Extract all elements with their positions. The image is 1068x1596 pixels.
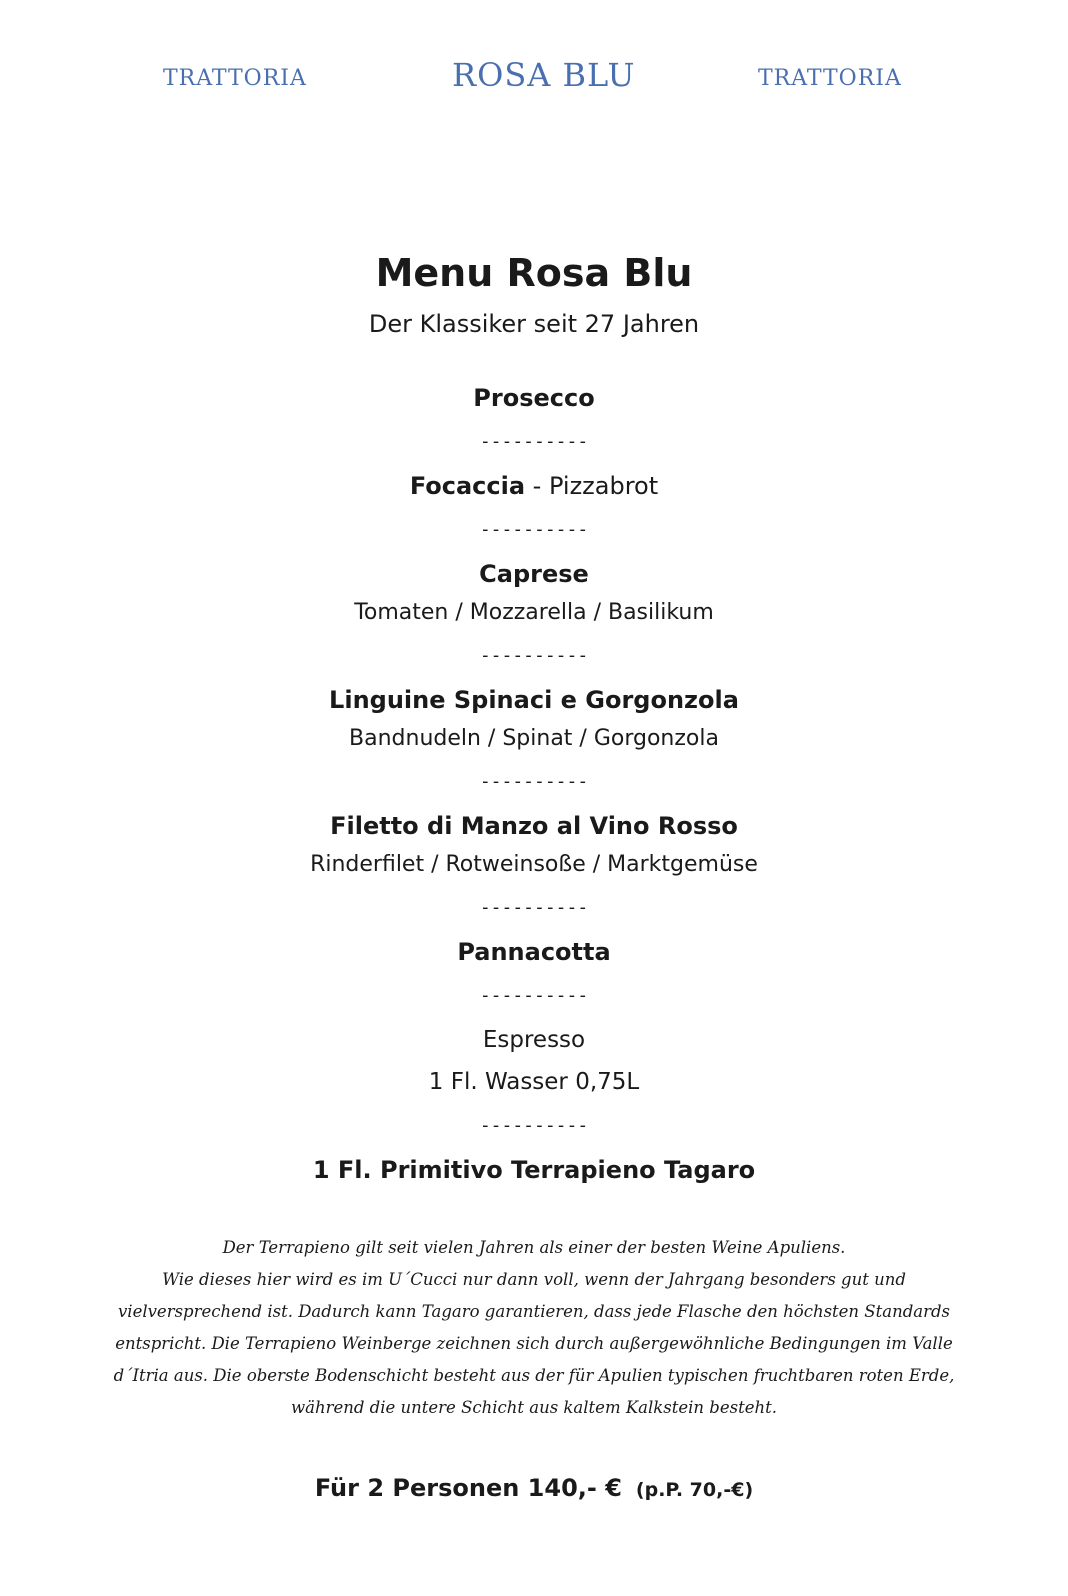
course-item <box>0 809 1068 881</box>
course-item <box>0 381 1068 415</box>
course-name: Pannacotta <box>457 938 611 966</box>
price-line <box>0 1468 1068 1510</box>
course-name: Filetto di Manzo al Vino Rosso <box>330 812 738 840</box>
course-line: 1 Fl. Wasser 0,75L <box>428 1069 640 1095</box>
restaurant-name: ROSA BLU <box>452 56 636 94</box>
price-main: Für 2 Personen 140,- € <box>314 1474 622 1502</box>
price-per-person: (p.P. 70,-€) <box>635 1479 754 1501</box>
course-description: Tomaten / Mozzarella / Basilikum <box>354 600 714 625</box>
divider: ---------- <box>479 1115 589 1136</box>
course-name: Caprese <box>479 560 589 588</box>
course-item <box>0 469 1068 503</box>
course-name: Prosecco <box>473 384 595 412</box>
course-item <box>0 557 1068 629</box>
divider: ---------- <box>479 897 589 918</box>
course-name: Linguine Spinaci e Gorgonzola <box>329 686 739 714</box>
header-right-label: TRATTORIA <box>758 66 902 91</box>
course-line: Espresso <box>482 1027 586 1053</box>
menu-subtitle: Der Klassiker seit 27 Jahren <box>368 310 700 338</box>
wine-description-line: entspricht. Die Terrapieno Weinberge zeichnen sich durch außergewöhnliche Bedingungen im Valle <box>115 1334 953 1353</box>
menu-content <box>0 245 1068 1187</box>
course-item <box>0 683 1068 755</box>
wine-description-line: vielversprechend ist. Dadurch kann Tagaro garantieren, dass jede Flasche den höchsten Standards <box>117 1302 951 1321</box>
divider: ---------- <box>479 985 589 1006</box>
header <box>0 52 1068 102</box>
course-item <box>0 1023 1068 1099</box>
wine-description-line: Wie dieses hier wird es im U´Cucci nur dann voll, wenn der Jahrgang besonders gut und <box>162 1270 906 1289</box>
wine-description-line: Der Terrapieno gilt seit vielen Jahren als einer der besten Weine Apuliens. <box>222 1238 846 1257</box>
course-description: Rinderfilet / Rotweinsoße / Marktgemüse <box>310 852 758 877</box>
course-name-suffix: - Pizzabrot <box>525 472 659 500</box>
course-name: 1 Fl. Primitivo Terrapieno Tagaro <box>312 1156 756 1184</box>
divider: ---------- <box>479 771 589 792</box>
wine-description <box>40 1232 1028 1424</box>
course-description: Bandnudeln / Spinat / Gorgonzola <box>349 726 719 751</box>
course-item <box>0 935 1068 969</box>
divider: ---------- <box>479 431 589 452</box>
divider: ---------- <box>479 645 589 666</box>
divider: ---------- <box>479 519 589 540</box>
menu-title: Menu Rosa Blu <box>375 251 693 295</box>
course-item <box>0 1153 1068 1187</box>
course-list <box>0 381 1068 1187</box>
wine-description-line: d´Itria aus. Die oberste Bodenschicht besteht aus der für Apulien typischen fruchtbaren roten Erde, <box>113 1366 955 1385</box>
header-left-label: TRATTORIA <box>163 66 307 91</box>
wine-description-line: während die untere Schicht aus kaltem Kalkstein besteht. <box>291 1398 777 1417</box>
course-name-main: Focaccia <box>409 472 526 500</box>
course-name <box>0 469 1068 503</box>
